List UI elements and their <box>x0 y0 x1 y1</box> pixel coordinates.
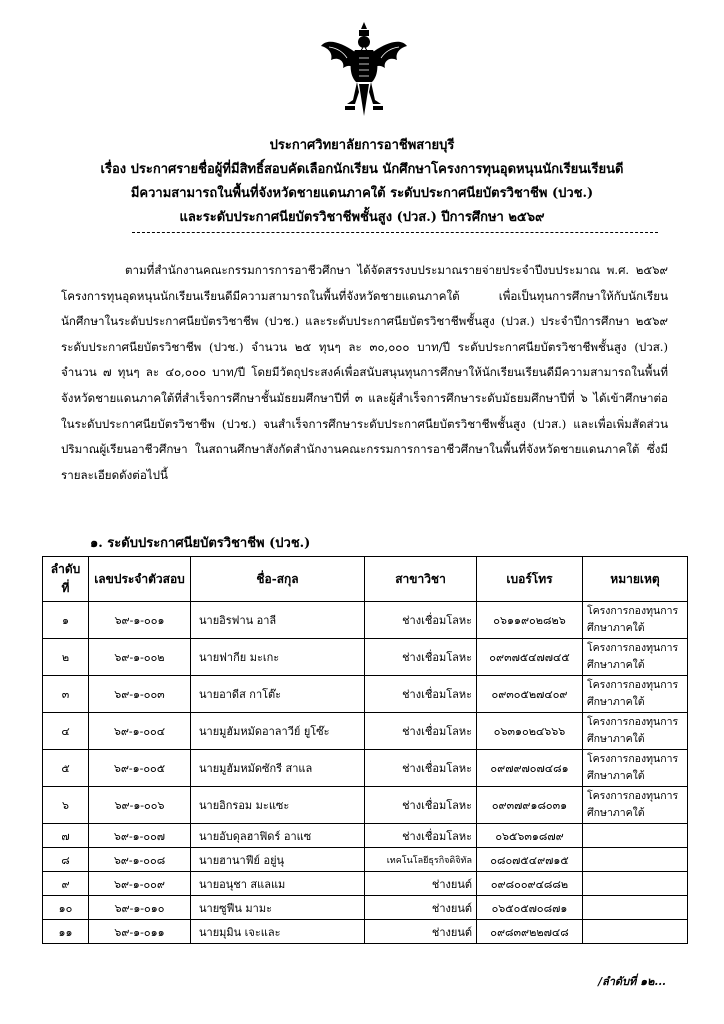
cell-major: ช่างยนต์ <box>365 920 477 944</box>
cell-phone: ๐๙๓๗๕๔๗๗๔๕ <box>477 639 583 676</box>
body-text <box>61 258 668 488</box>
cell-phone: ๐๙๘๐๐๙๔๘๘๒ <box>477 872 583 896</box>
section-title: ๑. ระดับประกาศนียบัตรวิชาชีพ (ปวช.) <box>90 536 311 551</box>
cell-no: ๒ <box>43 639 89 676</box>
table-row <box>43 848 688 872</box>
cell-note <box>583 872 688 896</box>
cell-major: ช่างเชื่อมโลหะ <box>365 750 477 787</box>
cell-exam-id: ๖๙-๑-๐๐๔ <box>89 713 191 750</box>
cell-phone: ๐๖๕๖๓๑๘๗๙ <box>477 824 583 848</box>
candidate-table <box>42 556 688 944</box>
cell-major: ช่างเชื่อมโลหะ <box>365 787 477 824</box>
cell-no: ๖ <box>43 787 89 824</box>
cell-exam-id: ๖๙-๑-๐๐๑ <box>89 602 191 639</box>
cell-no: ๗ <box>43 824 89 848</box>
cell-name: นายมูฮัมหมัดอาลาวีย์ ยูโซ๊ะ <box>191 713 365 750</box>
announcement-heading <box>60 134 664 230</box>
table-row <box>43 824 688 848</box>
cell-major: ช่างเชื่อมโลหะ <box>365 824 477 848</box>
cell-exam-id: ๖๙-๑-๐๑๑ <box>89 920 191 944</box>
table-body <box>43 602 688 944</box>
cell-name: นายฮานาฟีย์ อยู่นุ <box>191 848 365 872</box>
table-row <box>43 602 688 639</box>
cell-note <box>583 824 688 848</box>
heading-line-scope: มีความสามารถในพื้นที่จังหวัดชายแดนภาคใต้ ระดับประกาศนียบัตรวิชาชีพ (ปวช.) <box>130 186 594 201</box>
cell-major: ช่างเชื่อมโลหะ <box>365 713 477 750</box>
table-row <box>43 920 688 944</box>
header-note: หมายเหตุ <box>583 557 688 602</box>
cell-major: ช่างเชื่อมโลหะ <box>365 602 477 639</box>
cell-note: โครงการกองทุนการศึกษาภาคใต้ <box>583 787 688 824</box>
cell-exam-id: ๖๙-๑-๐๐๘ <box>89 848 191 872</box>
cell-major: ช่างเชื่อมโลหะ <box>365 639 477 676</box>
header-name: ชื่อ-สกุล <box>191 557 365 602</box>
cell-name: นายอาดีส กาโต๊ะ <box>191 676 365 713</box>
cell-note: โครงการกองทุนการศึกษาภาคใต้ <box>583 713 688 750</box>
cell-no: ๑๐ <box>43 896 89 920</box>
cell-major: ช่างยนต์ <box>365 872 477 896</box>
table-row <box>43 639 688 676</box>
cell-no: ๙ <box>43 872 89 896</box>
cell-no: ๓ <box>43 676 89 713</box>
cell-phone: ๐๖๓๑๐๒๔๖๖๖ <box>477 713 583 750</box>
cell-name: นายอับดุลฮาฟิดร์ อาแซ <box>191 824 365 848</box>
cell-exam-id: ๖๙-๑-๐๐๗ <box>89 824 191 848</box>
cell-note <box>583 848 688 872</box>
cell-phone: ๐๙๓๐๕๒๗๔๐๙ <box>477 676 583 713</box>
table-row <box>43 896 688 920</box>
table-row <box>43 872 688 896</box>
cell-note <box>583 896 688 920</box>
body-paragraph: ตามที่สำนักงานคณะกรรมการการอาชีวศึกษา ได้จัดสรรงบประมาณรายจ่ายประจำปีงบประมาณ พ.ศ. ๒๕๖๙ โครงการทุนอุดหนุนนักเรียนเรียนดีมีความสามารถในพื้นที่จังหวัดชายแดนภาคใต้ เพื่อเป็นทุนการศึกษาให้กับนักเรียน นักศึกษาในระดับประกาศนียบัตรวิชาชีพ (ปวช.) และระดับประกาศนียบัตรวิชาชีพชั้นสูง (ปวส.) ประจำปีการศึกษา ๒๕๖๙ ระดับประกาศนียบัตรวิชาชีพ (ปวช.) จำนวน ๒๕ ทุนๆ ละ ๓๐,๐๐๐ บาท/ปี ระดับประกาศนียบัตรวิชาชีพชั้นสูง (ปวส.) จำนวน ๗ ทุนๆ ละ ๔๐,๐๐๐ บาท/ปี โดยมีวัตถุประสงค์เพื่อสนับสนุนทุนการศึกษาให้นักเรียนเรียนดีมีความสามารถในพื้นที่จังหวัดชายแดนภาคใต้ที่สำเร็จการศึกษาชั้นมัธยมศึกษาปีที่ ๓ และผู้สำเร็จการศึกษาระดับมัธยมศึกษาปีที่ ๖ ได้เข้าศึกษาต่อในระดับประกาศนียบัตรวิชาชีพ (ปวช.) จนสำเร็จการศึกษาระดับประกาศนียบัตรวิชาชีพชั้นสูง (ปวส.) และเพื่อเพิ่มสัดส่วนปริมาณผู้เรียนอาชีวศึกษา ในสถานศึกษาสังกัดสำนักงานคณะกรรมการการอาชีวศึกษาในพื้นที่จังหวัดชายแดนภาคใต้ ซึ่งมีรายละเอียดดังต่อไปนี้ <box>61 263 668 482</box>
cell-major: ช่างเชื่อมโลหะ <box>365 676 477 713</box>
cell-name: นายมุมิน เจะและ <box>191 920 365 944</box>
table-header-row <box>43 557 688 602</box>
cell-exam-id: ๖๙-๑-๐๑๐ <box>89 896 191 920</box>
cell-exam-id: ๖๙-๑-๐๐๕ <box>89 750 191 787</box>
cell-major: เทคโนโลยีธุรกิจดิจิทัล <box>365 848 477 872</box>
cell-note: โครงการกองทุนการศึกษาภาคใต้ <box>583 639 688 676</box>
cell-phone: ๐๙๘๓๙๒๒๗๔๘ <box>477 920 583 944</box>
cell-phone: ๐๙๗๙๗๐๗๔๘๑ <box>477 750 583 787</box>
header-phone: เบอร์โทร <box>477 557 583 602</box>
header-exam-id: เลขประจำตัวสอบ <box>89 557 191 602</box>
cell-name: นายอิกรอม มะแซะ <box>191 787 365 824</box>
next-page-marker: /ลำดับที่ ๑๒... <box>598 975 666 988</box>
header-no: ลำดับที่ <box>43 557 89 602</box>
cell-name: นายอิรฟาน อาลี <box>191 602 365 639</box>
cell-name: นายซูฟีน มามะ <box>191 896 365 920</box>
cell-phone: ๐๖๑๑๙๐๒๘๒๖ <box>477 602 583 639</box>
cell-major: ช่างยนต์ <box>365 896 477 920</box>
heading-line-institution: ประกาศวิทยาลัยการอาชีพสายบุรี <box>269 138 455 153</box>
header-major: สาขาวิชา <box>365 557 477 602</box>
cell-no: ๑ <box>43 602 89 639</box>
cell-exam-id: ๖๙-๑-๐๐๒ <box>89 639 191 676</box>
cell-no: ๘ <box>43 848 89 872</box>
cell-note: โครงการกองทุนการศึกษาภาคใต้ <box>583 602 688 639</box>
cell-note <box>583 920 688 944</box>
dashed-divider <box>132 232 658 233</box>
cell-phone: ๐๙๓๗๙๑๘๐๓๑ <box>477 787 583 824</box>
garuda-emblem-icon <box>319 20 409 120</box>
cell-exam-id: ๖๙-๑-๐๐๖ <box>89 787 191 824</box>
table-row <box>43 750 688 787</box>
cell-no: ๕ <box>43 750 89 787</box>
cell-name: นายอนุชา สแลแม <box>191 872 365 896</box>
cell-note: โครงการกองทุนการศึกษาภาคใต้ <box>583 676 688 713</box>
table-row <box>43 787 688 824</box>
table-row <box>43 713 688 750</box>
cell-name: นายฟากีย มะเกะ <box>191 639 365 676</box>
cell-no: ๑๑ <box>43 920 89 944</box>
cell-name: นายมูฮัมหมัดซักรี สาแล <box>191 750 365 787</box>
table-row <box>43 676 688 713</box>
cell-exam-id: ๖๙-๑-๐๐๙ <box>89 872 191 896</box>
heading-line-subject: เรื่อง ประกาศรายชื่อผู้ที่มีสิทธิ์สอบคัดเลือกนักเรียน นักศึกษาโครงการทุนอุดหนุนนักเรียนเรียนดี <box>100 162 624 177</box>
cell-phone: ๐๖๕๐๕๗๐๘๗๑ <box>477 896 583 920</box>
cell-exam-id: ๖๙-๑-๐๐๓ <box>89 676 191 713</box>
cell-no: ๔ <box>43 713 89 750</box>
heading-line-level-year: และระดับประกาศนียบัตรวิชาชีพชั้นสูง (ปวส.) ปีการศึกษา ๒๕๖๙ <box>179 210 545 225</box>
cell-note: โครงการกองทุนการศึกษาภาคใต้ <box>583 750 688 787</box>
cell-phone: ๐๘๐๗๕๔๙๗๑๕ <box>477 848 583 872</box>
